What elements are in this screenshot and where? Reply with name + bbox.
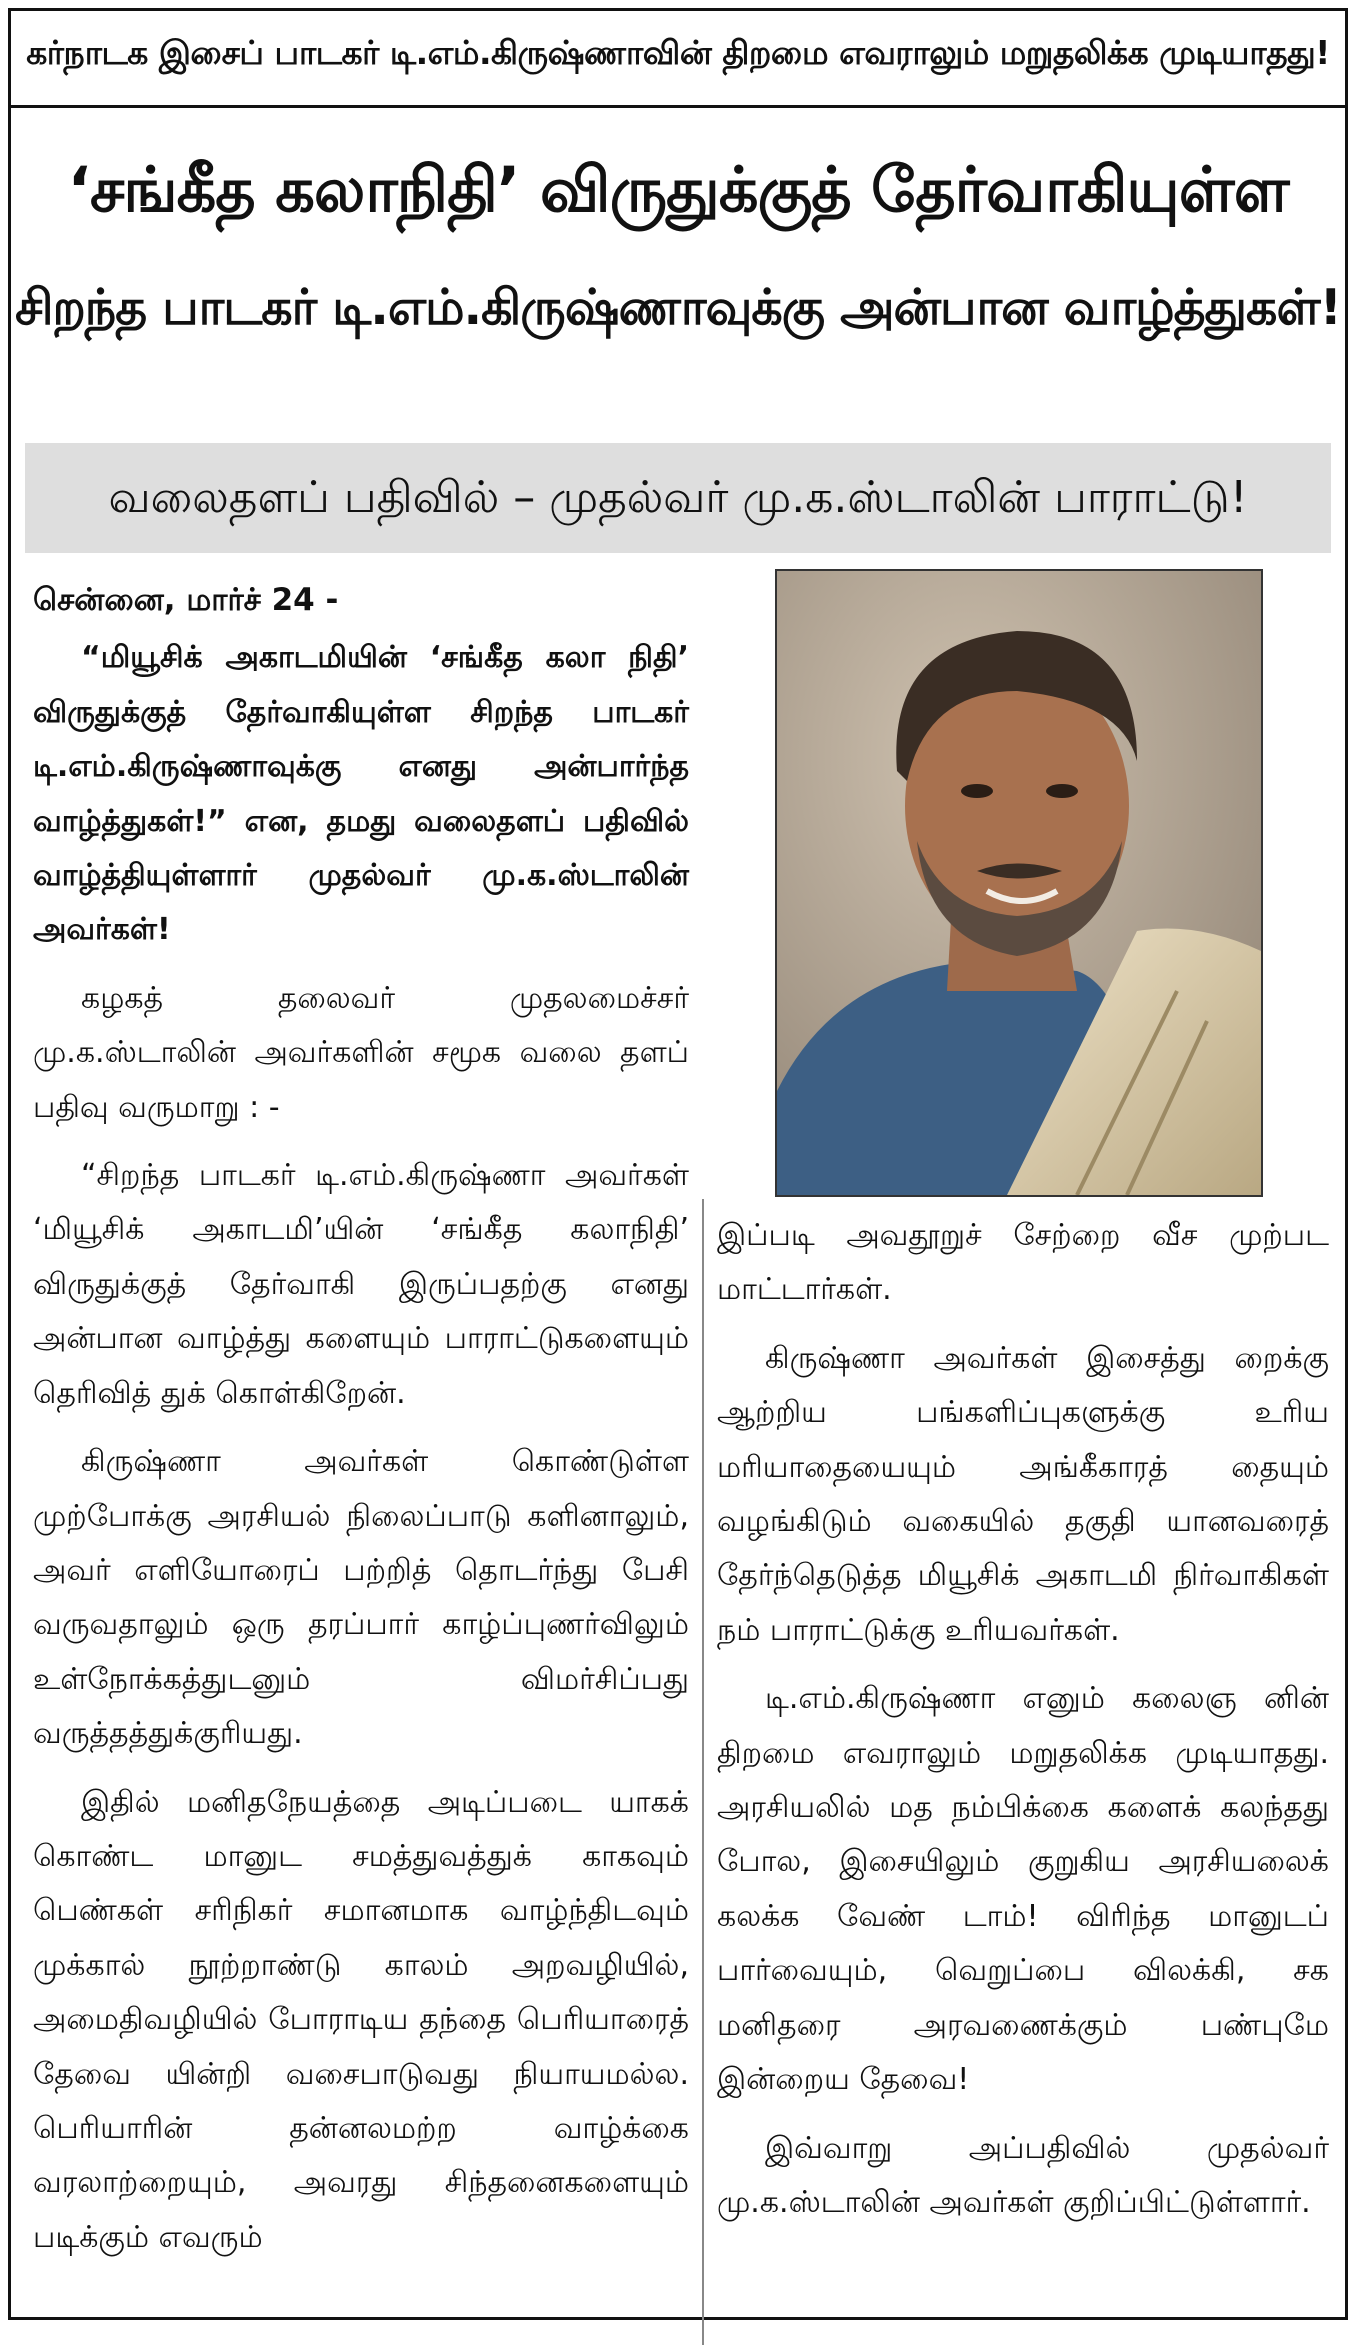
newspaper-clipping: [8, 8, 1348, 2320]
body-paragraph: இவ்வாறு அப்பதிவில் முதல்வர் மு.க.ஸ்டாலின் அவர்கள் குறிப்பிட்டுள்ளார்.: [717, 2130, 1329, 2220]
body-paragraph: கிருஷ்ணா அவர்கள் இசைத்து றைக்கு ஆற்றிய பங்களிப்புகளுக்கு உரிய மரியாதையையும் அங்கீகாரத் தையும் வழங்கிடும் வகையில் தகுதி யானவரைத் தேர்ந்தெடுத்த மியூசிக் அகாடமி நிர்வாகிகள் நம் பாராட்டுக்கு உரியவர்கள்.: [717, 1340, 1329, 1648]
portrait-photo-icon: [777, 571, 1261, 1195]
kicker-rule: [11, 105, 1345, 108]
headline-line-1: ‘சங்கீத கலாநிதி’ விருதுக்குத் தேர்வாகியுள்ள: [67, 153, 1289, 226]
portrait-photo: [775, 569, 1263, 1197]
dateline: சென்னை, மார்ச் 24 -: [33, 582, 339, 618]
body-paragraph: இதில் மனிதநேயத்தை அடிப்படை யாகக் கொண்ட மானுட சமத்துவத்துக் காகவும் பெண்கள் சரிநிகர் சமானமாக வாழ்ந்திடவும் முக்கால் நூற்றாண்டு காலம் அறவழியில், அமைதிவழியில் போராடிய தந்தை பெரியாரைத் தேவை யின்றி வசைபாடுவது நியாயமல்ல. பெரியாரின் தன்னலமற்ற வாழ்க்கை வரலாற்றையும், அவரது சிந்தனைகளையும் படிக்கும் எவரும்: [33, 1784, 689, 2255]
kicker-line: கர்நாடக இசைப் பாடகர் டி.எம்.கிருஷ்ணாவின் திறமை எவராலும் மறுதலிக்க முடியாதது!: [26, 33, 1330, 72]
subheadline: வலைதளப் பதிவில் – முதல்வர் மு.க.ஸ்டாலின் பாராட்டு!: [25, 443, 1331, 553]
body-paragraph: இப்படி அவதூறுச் சேற்றை வீச முற்பட மாட்டார்கள்.: [717, 1218, 1329, 1308]
lead-paragraph: “மியூசிக் அகாடமியின் ‘சங்கீத கலா நிதி’ விருதுக்குத் தேர்வாகியுள்ள சிறந்த பாடகர் டி.எம்.கிருஷ்ணாவுக்கு எனது அன்பார்ந்த வாழ்த்துகள்!” என, தமது வலைதளப் பதிவில் வாழ்த்தியுள்ளார் முதல்வர் மு.க.ஸ்டாலின் அவர்கள்!: [33, 640, 689, 948]
left-column: [33, 573, 689, 2279]
headline-line-2: சிறந்த பாடகர் டி.எம்.கிருஷ்ணாவுக்கு அன்பான வாழ்த்துகள்!: [15, 279, 1341, 336]
body-paragraph: “சிறந்த பாடகர் டி.எம்.கிருஷ்ணா அவர்கள் ‘மியூசிக் அகாடமி’யின் ‘சங்கீத கலாநிதி’ விருதுக்குத் தேர்வாகி இருப்பதற்கு எனது அன்பான வாழ்த்து களையும் பாராட்டுகளையும் தெரிவித் துக் கொள்கிறேன்.: [33, 1158, 689, 1411]
right-column: [717, 1209, 1329, 2244]
body-paragraph: டி.எம்.கிருஷ்ணா எனும் கலைஞ னின் திறமை எவராலும் மறுதலிக்க முடியாதது. அரசியலில் மத நம்பிக்கை களைக் கலந்தது போல, இசையிலும் குறுகிய அரசியலைக் கலக்க வேண் டாம்! விரிந்த மானுடப் பார்வையும், வெறுப்பை விலக்கி, சக மனிதரை அரவணைக்கும் பண்புமே இன்றைய தேவை!: [717, 1681, 1329, 2098]
body-paragraph: கிருஷ்ணா அவர்கள் கொண்டுள்ள முற்போக்கு அரசியல் நிலைப்பாடு களினாலும், அவர் எளியோரைப் பற்றித் தொடர்ந்து பேசி வருவதாலும் ஒரு தரப்பார் காழ்ப்புணர்விலும் உள்நோக்கத்துடனும் விமர்சிப்பது வருத்தத்துக்குரியது.: [33, 1444, 689, 1752]
column-divider: [702, 1199, 704, 2345]
body-paragraph: கழகத் தலைவர் முதலமைச்சர் மு.க.ஸ்டாலின் அவர்களின் சமூக வலை தளப் பதிவு வருமாறு : -: [33, 980, 689, 1125]
